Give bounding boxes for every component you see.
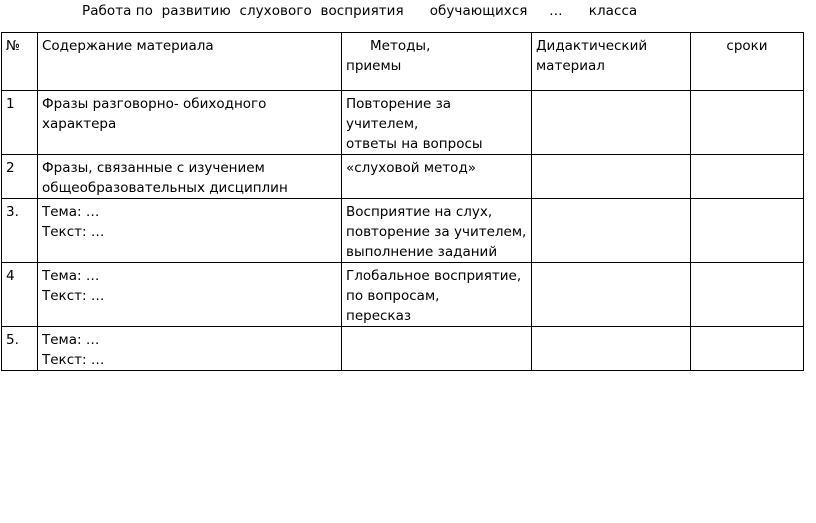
header-didactic-line1: Дидактический: [536, 38, 648, 54]
row-num: 5.: [2, 327, 38, 371]
table-header-row: [2, 33, 804, 91]
row-content: Тема: … Текст: …: [38, 199, 342, 263]
row-didactic: [532, 91, 691, 155]
header-didactic: [532, 33, 691, 91]
row-methods: Глобальное восприятие, по вопросам, пересказ: [342, 263, 532, 327]
header-didactic-line2: материал: [536, 58, 605, 74]
document-title: Работа по развитию слухового восприятия обучающихся … класса: [82, 3, 638, 19]
row-content: Фразы разговорно- обиходного характера: [38, 91, 342, 155]
row-num: 4: [2, 263, 38, 327]
row-num: 2: [2, 155, 38, 199]
row-didactic: [532, 199, 691, 263]
row-deadlines: [691, 263, 804, 327]
row-didactic: [532, 263, 691, 327]
row-methods: [342, 327, 532, 371]
row-content: Тема: … Текст: …: [38, 327, 342, 371]
table-row: [2, 155, 804, 199]
row-num: 3.: [2, 199, 38, 263]
row-methods: Восприятие на слух, повторение за учителем, выполнение заданий: [342, 199, 532, 263]
row-methods: «слуховой метод»: [342, 155, 532, 199]
row-content: Фразы, связанные с изучением общеобразовательных дисциплин: [38, 155, 342, 199]
header-num: №: [2, 33, 38, 91]
row-deadlines: [691, 199, 804, 263]
row-deadlines: [691, 327, 804, 371]
header-methods-line2: приемы: [346, 58, 402, 74]
row-deadlines: [691, 91, 804, 155]
row-num: 1: [2, 91, 38, 155]
header-methods: [342, 33, 532, 91]
table-row: [2, 199, 804, 263]
table-row: [2, 263, 804, 327]
row-content: Тема: … Текст: …: [38, 263, 342, 327]
header-methods-line1: Методы,: [370, 38, 431, 54]
table-row: [2, 327, 804, 371]
header-deadlines: сроки: [691, 33, 804, 91]
plan-table: [1, 32, 804, 371]
row-didactic: [532, 155, 691, 199]
header-content: Содержание материала: [38, 33, 342, 91]
row-deadlines: [691, 155, 804, 199]
row-didactic: [532, 327, 691, 371]
table-row: [2, 91, 804, 155]
row-methods: Повторение за учителем, ответы на вопросы: [342, 91, 532, 155]
